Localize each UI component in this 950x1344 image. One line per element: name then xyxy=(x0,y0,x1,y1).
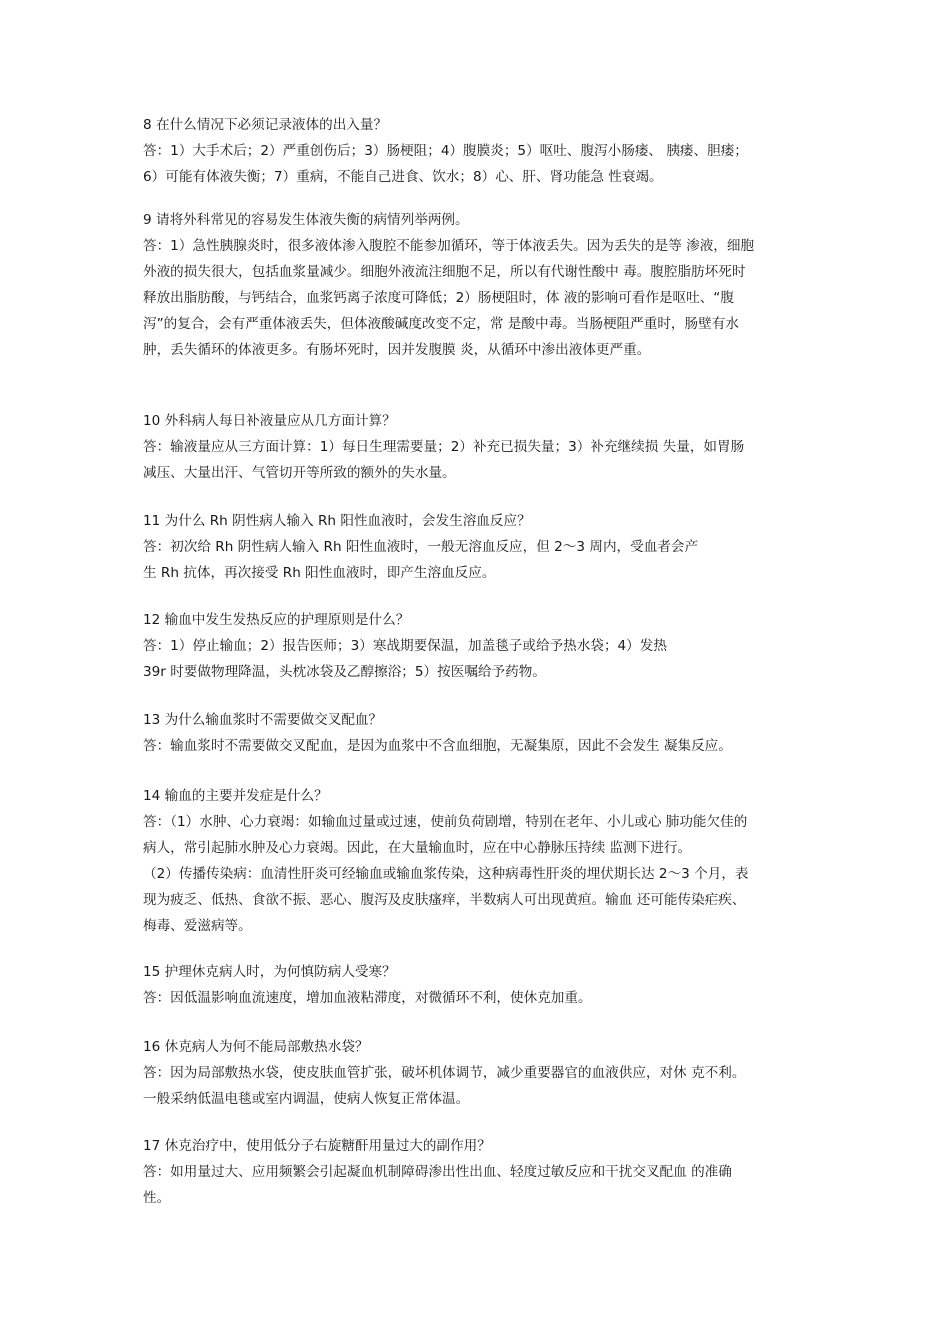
answer-line: 生 Rh 抗体，再次接受 Rh 阳性血液时，即产生溶血反应。 xyxy=(143,565,496,581)
question-text: 17 休克治疗中，使用低分子右旋糖酐用量过大的副作用？ xyxy=(143,1138,491,1154)
answer-line: 答：1）停止输血；2）报告医师；3）寒战期要保温，加盖毯子或给予热水袋；4）发热 xyxy=(143,638,667,654)
answer-line: 现为疲乏、低热、食欲不振、恶心、腹泻及皮肤瘙痒，半数病人可出现黄疸。输血 还可能传染疟疾、 xyxy=(143,892,746,908)
answer-line: 肿，丢失循环的体液更多。有肠坏死时，因并发腹膜 炎，从循环中渗出液体更严重。 xyxy=(143,342,651,358)
answer-line: 6）可能有体液失衡；7）重病，不能自己进食、饮水；8）心、肝、肾功能急 性衰竭。 xyxy=(143,169,663,185)
question-text: 9 请将外科常见的容易发生体液失衡的病情列举两例。 xyxy=(143,212,469,228)
question-text: 11 为什么 Rh 阴性病人输入 Rh 阳性血液时，会发生溶血反应？ xyxy=(143,513,531,529)
qa-section-15 xyxy=(143,959,833,1011)
answer-line: 一般采纳低温电毯或室内调温，使病人恢复正常体温。 xyxy=(143,1091,470,1107)
question-text: 13 为什么输血浆时不需要做交叉配血？ xyxy=(143,712,383,728)
answer-line: 答：因为局部敷热水袋，使皮肤血管扩张，破坏机体调节，减少重要器官的血液供应，对休 克不利。 xyxy=(143,1065,746,1081)
question-text: 12 输血中发生发热反应的护理原则是什么？ xyxy=(143,612,410,628)
answer-line: 外液的损失很大，包括血浆量减少。细胞外液流注细胞不足，所以有代谢性酸中 毒。腹腔脂肪坏死时 xyxy=(143,264,746,280)
qa-section-9 xyxy=(143,207,833,363)
qa-section-11 xyxy=(143,508,833,586)
qa-section-13 xyxy=(143,707,833,759)
answer-line: 答：初次给 Rh 阴性病人输入 Rh 阳性血液时，一般无溶血反应，但 2〜3 周内，受血者会产 xyxy=(143,539,699,555)
answer-line: 梅毒、爱滋病等。 xyxy=(143,918,252,934)
answer-line: 答：因低温影响血流速度，增加血液粘滞度，对微循环不利，使休克加重。 xyxy=(143,990,592,1006)
answer-line: 性。 xyxy=(143,1190,171,1206)
answer-line: 减压、大量出汗、气管切开等所致的额外的失水量。 xyxy=(143,465,456,481)
answer-line: 泻”的复合，会有严重体液丢失，但体液酸碱度改变不定，常 是酸中毒。当肠梗阻严重时，肠壁有水 xyxy=(143,316,739,332)
answer-line: 答：（1）水肿、心力衰竭：如输血过量或过速，使前负荷剧增，特别在老年、小儿或心 肺功能欠佳的 xyxy=(143,814,748,830)
question-text: 8 在什么情况下必须记录液体的出入量？ xyxy=(143,117,388,133)
answer-line: 病人，常引起肺水肿及心力衰竭。因此，在大量输血时，应在中心静脉压持续 监测下进行。 xyxy=(143,840,692,856)
question-text: 10 外科病人每日补液量应从几方面计算？ xyxy=(143,413,396,429)
qa-section-14 xyxy=(143,783,833,939)
answer-line: 39r 时要做物理降温，头枕冰袋及乙醇擦浴；5）按医嘱给予药物。 xyxy=(143,664,546,680)
question-text: 15 护理休克病人时，为何慎防病人受寒？ xyxy=(143,964,396,980)
qa-section-8 xyxy=(143,112,833,190)
question-text: 14 输血的主要并发症是什么？ xyxy=(143,788,328,804)
answer-line: 答：如用量过大、应用频繁会引起凝血机制障碍渗出性出血、轻度过敏反应和干扰交叉配血 的准确 xyxy=(143,1164,732,1180)
answer-line: 答：1）大手术后；2）严重创伤后；3）肠梗阻；4）腹膜炎；5）呕吐、腹泻小肠瘘、 胰瘘、胆瘘； xyxy=(143,143,748,159)
answer-line: 释放出脂肪酸，与钙结合，血浆钙离子浓度可降低；2）肠梗阻时，体 液的影响可看作是呕吐、“腹 xyxy=(143,290,734,306)
qa-section-12 xyxy=(143,607,833,685)
qa-section-16 xyxy=(143,1034,833,1112)
answer-line: 答：1）急性胰腺炎时，很多液体渗入腹腔不能参加循环，等于体液丢失。因为丢失的是等 渗液，细胞 xyxy=(143,238,755,254)
answer-line: 答：输液量应从三方面计算：1）每日生理需要量；2）补充已损失量；3）补充继续损 失量，如胃肠 xyxy=(143,439,745,455)
qa-section-10 xyxy=(143,408,833,486)
answer-line: 答：输血浆时不需要做交叉配血，是因为血浆中不含血细胞，无凝集原，因此不会发生 凝集反应。 xyxy=(143,738,732,754)
answer-line: （2）传播传染病：血清性肝炎可经输血或输血浆传染，这种病毒性肝炎的埋伏期长达 2〜3 个月，表 xyxy=(143,866,749,882)
question-text: 16 休克病人为何不能局部敷热水袋？ xyxy=(143,1039,369,1055)
qa-section-17 xyxy=(143,1133,833,1211)
